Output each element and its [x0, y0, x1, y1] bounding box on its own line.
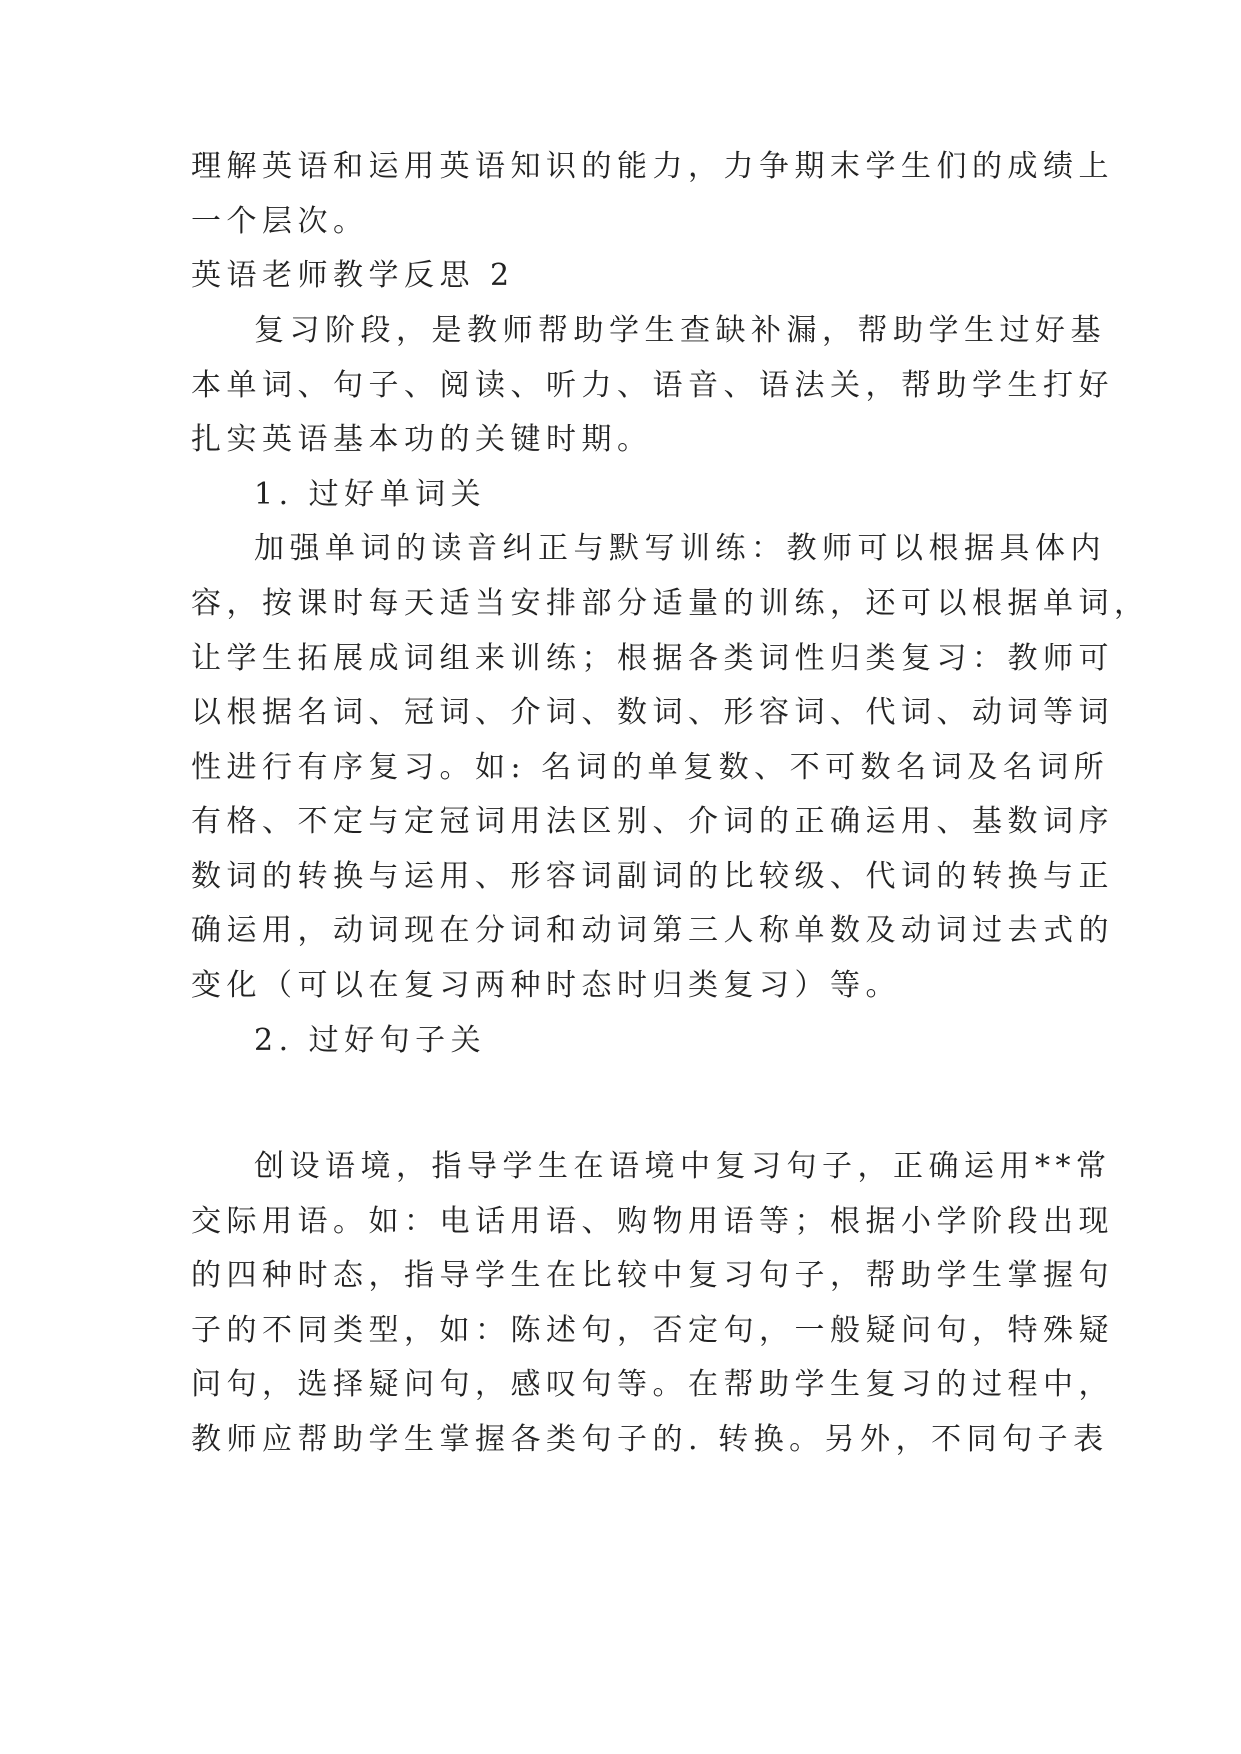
paragraph-line: 本单词、句子、阅读、听力、语音、语法关，帮助学生打好 [191, 368, 1114, 403]
paragraph-line: 创设语境，指导学生在语境中复习句子，正确运用**常 [254, 1149, 1112, 1184]
paragraph-line: 扎实英语基本功的关键时期。 [191, 422, 653, 457]
paragraph-line: 的四种时态，指导学生在比较中复习句子，帮助学生掌握句 [191, 1258, 1114, 1293]
paragraph-line: 性进行有序复习。如: 名词的单复数、不可数名词及名词所 [191, 750, 1110, 785]
paragraph-line: 变化（可以在复习两种时态时归类复习）等。 [191, 968, 901, 1003]
paragraph-line: 以根据名词、冠词、介词、数词、形容词、代词、动词等词 [191, 695, 1114, 730]
paragraph-line: 复习阶段，是教师帮助学生查缺补漏，帮助学生过好基 [254, 313, 1106, 348]
paragraph-line: 一个层次。 [191, 204, 369, 239]
paragraph-line: 有格、不定与定冠词用法区别、介词的正确运用、基数词序 [191, 804, 1114, 839]
paragraph-line: 让学生拓展成词组来训练；根据各类词性归类复习：教师可 [191, 641, 1114, 676]
paragraph-line: 教师应帮助学生掌握各类句子的. 转换。另外，不同句子表 [191, 1422, 1109, 1457]
paragraph-line: 交际用语。如：电话用语、购物用语等；根据小学阶段出现 [191, 1204, 1114, 1239]
paragraph-line: 数词的转换与运用、形容词副词的比较级、代词的转换与正 [191, 859, 1114, 894]
paragraph-line: 加强单词的读音纠正与默写训练：教师可以根据具体内 [254, 531, 1106, 566]
paragraph-line: 容，按课时每天适当安排部分适量的训练，还可以根据单词， [191, 586, 1150, 621]
paragraph-line: 确运用，动词现在分词和动词第三人称单数及动词过去式的 [191, 913, 1114, 948]
section-heading: 英语老师教学反思 2 [191, 258, 515, 293]
paragraph-line: 理解英语和运用英语知识的能力，力争期末学生们的成绩上 [191, 149, 1114, 184]
paragraph-line: 子的不同类型，如：陈述句，否定句，一般疑问句，特殊疑 [191, 1313, 1114, 1348]
paragraph-line: 问句，选择疑问句，感叹句等。在帮助学生复习的过程中， [191, 1367, 1114, 1402]
subheading: 1. 过好单词关 [254, 477, 487, 512]
subheading: 2. 过好句子关 [254, 1023, 487, 1058]
